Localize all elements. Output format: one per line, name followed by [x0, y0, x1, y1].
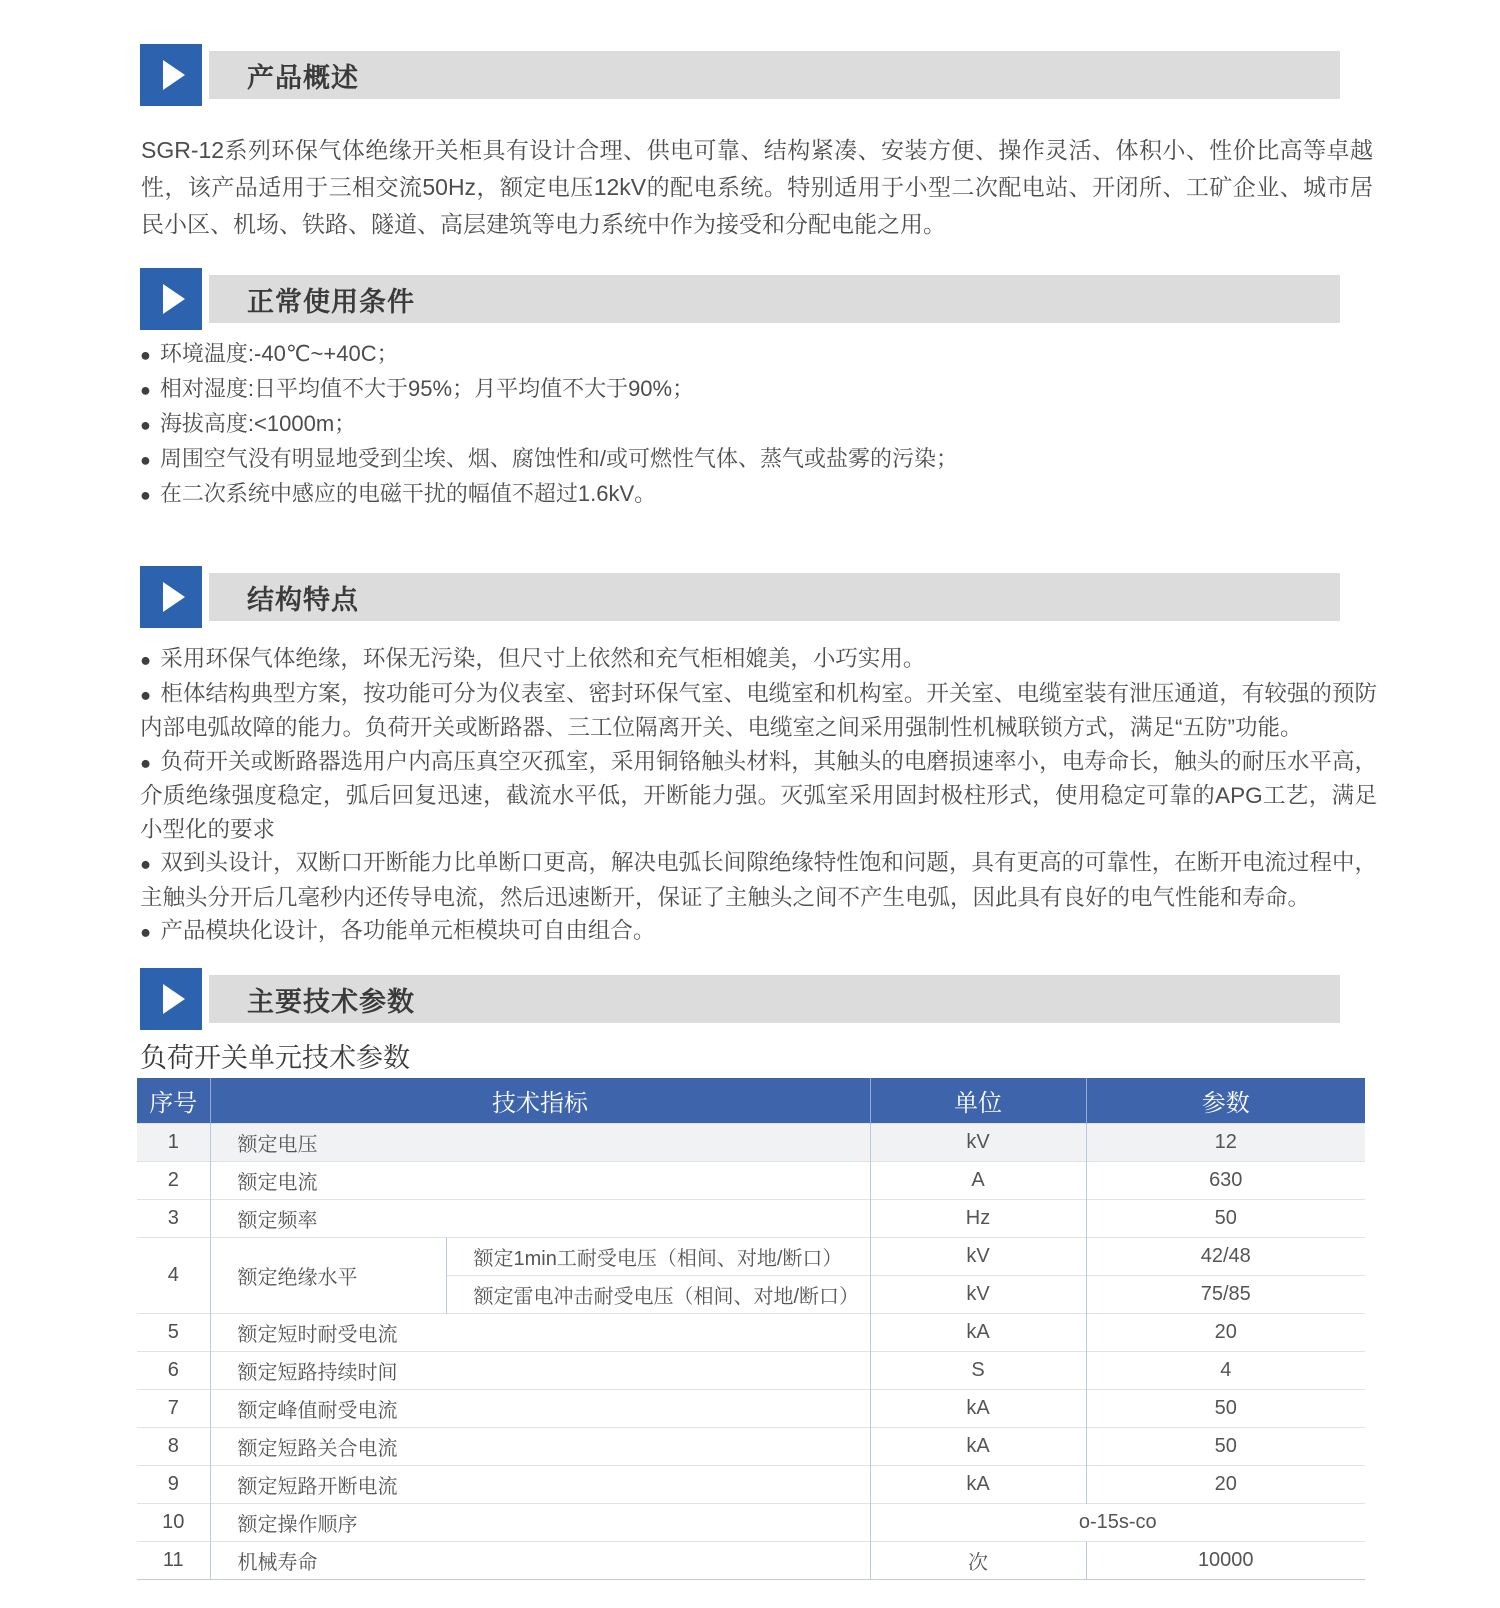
play-triangle-icon: [163, 582, 185, 612]
table-row: [137, 1314, 1365, 1352]
row-no: 3: [137, 1200, 210, 1238]
row-unit: kV: [870, 1276, 1086, 1314]
section-title-bar: [209, 51, 1340, 99]
row-indicator: 额定短时耐受电流: [210, 1314, 870, 1352]
row-no: 1: [137, 1124, 210, 1162]
row-unit: kA: [870, 1428, 1086, 1466]
row-value: 10000: [1086, 1542, 1365, 1580]
technical-parameters-table: [137, 1078, 1365, 1580]
table-row: [137, 1352, 1365, 1390]
row-unit: kV: [870, 1238, 1086, 1276]
row-no: 10: [137, 1504, 210, 1542]
row-value: 75/85: [1086, 1276, 1365, 1314]
table-row: [137, 1124, 1365, 1162]
row-indicator: 额定操作顺序: [210, 1504, 870, 1542]
row-unit: kA: [870, 1390, 1086, 1428]
row-indicator: 额定电流: [210, 1162, 870, 1200]
play-triangle-icon: [163, 984, 185, 1014]
row-value: 50: [1086, 1390, 1365, 1428]
list-item: ● 产品模块化设计，各功能单元柜模块可自由组合。: [140, 914, 1377, 949]
row-indicator: 额定短路关合电流: [210, 1428, 870, 1466]
row-unit: S: [870, 1352, 1086, 1390]
table-row: [137, 1504, 1365, 1542]
row-value: 50: [1086, 1200, 1365, 1238]
section-marker-box: [140, 268, 202, 330]
row-sub-indicator: 额定1min工耐受电压（相间、对地/断口）: [446, 1238, 870, 1276]
row-value: 50: [1086, 1428, 1365, 1466]
section-header-parameters: [140, 968, 1340, 1030]
column-header-indicator: 技术指标: [210, 1078, 870, 1124]
section-title: 结构特点: [247, 584, 359, 615]
section-title: 正常使用条件: [247, 286, 415, 317]
row-no: 8: [137, 1428, 210, 1466]
section-title: 主要技术参数: [247, 986, 415, 1017]
row-no: 2: [137, 1162, 210, 1200]
column-header-unit: 单位: [870, 1078, 1086, 1124]
row-unit: 次: [870, 1542, 1086, 1580]
features-list: [140, 642, 1377, 949]
row-indicator: 额定峰值耐受电流: [210, 1390, 870, 1428]
list-item: ● 周围空气没有明显地受到尘埃、烟、腐蚀性和/或可燃性气体、蒸气或盐雾的污染；: [140, 442, 958, 477]
column-header-value: 参数: [1086, 1078, 1365, 1124]
row-no: 9: [137, 1466, 210, 1504]
row-unit: Hz: [870, 1200, 1086, 1238]
row-indicator: 额定短路开断电流: [210, 1466, 870, 1504]
row-no: 5: [137, 1314, 210, 1352]
conditions-list: [140, 337, 958, 512]
row-no: 7: [137, 1390, 210, 1428]
overview-paragraph: SGR-12系列环保气体绝缘开关柜具有设计合理、供电可靠、结构紧凑、安装方便、操作灵活、体积小、性价比高等卓越性，该产品适用于三相交流50Hz，额定电压12kV的配电系统。特别适用于小型二次配电站、开闭所、工矿企业、城市居民小区、机场、铁路、隧道、高层建筑等电力系统中作为接受和分配电能之用。: [141, 137, 1373, 237]
row-unit: kA: [870, 1314, 1086, 1352]
table-row: [137, 1542, 1365, 1580]
row-indicator: 额定短路持续时间: [210, 1352, 870, 1390]
play-triangle-icon: [163, 60, 185, 90]
section-title-bar: [209, 275, 1340, 323]
row-value: 20: [1086, 1314, 1365, 1352]
section-title-bar: [209, 573, 1340, 621]
list-item: ● 海拔高度:<1000m；: [140, 407, 958, 442]
row-unit: kA: [870, 1466, 1086, 1504]
list-item: ● 柜体结构典型方案，按功能可分为仪表室、密封环保气室、电缆室和机构室。开关室、电缆室装有泄压通道，有较强的预防内部电弧故障的能力。负荷开关或断路器、三工位隔离开关、电缆室之间采用强制性机械联锁方式，满足“五防”功能。: [140, 677, 1377, 745]
play-triangle-icon: [163, 284, 185, 314]
row-indicator: 额定电压: [210, 1124, 870, 1162]
list-item: ● 相对湿度:日平均值不大于95%；月平均值不大于90%；: [140, 372, 958, 407]
table-header-row: [137, 1078, 1365, 1124]
row-indicator: 额定频率: [210, 1200, 870, 1238]
row-indicator: 机械寿命: [210, 1542, 870, 1580]
table-row: [137, 1162, 1365, 1200]
table-row: [137, 1466, 1365, 1504]
row-indicator-group: 额定绝缘水平: [210, 1238, 446, 1314]
section-header-features: [140, 566, 1340, 628]
list-item: ● 环境温度:-40℃~+40C；: [140, 337, 958, 372]
section-title: 产品概述: [247, 62, 359, 93]
list-item: ● 采用环保气体绝缘，环保无污染，但尺寸上依然和充气柜相媲美，小巧实用。: [140, 642, 1377, 677]
row-value: 42/48: [1086, 1238, 1365, 1276]
list-item: ● 在二次系统中感应的电磁干扰的幅值不超过1.6kV。: [140, 477, 958, 512]
section-marker-box: [140, 566, 202, 628]
table-row: [137, 1200, 1365, 1238]
row-unit: A: [870, 1162, 1086, 1200]
table-row: [137, 1238, 1365, 1276]
table-row: [137, 1428, 1365, 1466]
row-unit: kV: [870, 1124, 1086, 1162]
section-header-overview: [140, 44, 1340, 106]
row-no: 6: [137, 1352, 210, 1390]
row-sub-indicator: 额定雷电冲击耐受电压（相间、对地/断口）: [446, 1276, 870, 1314]
list-item: ● 双到头设计，双断口开断能力比单断口更高，解决电弧长间隙绝缘特性饱和问题，具有更高的可靠性，在断开电流过程中，主触头分开后几毫秒内还传导电流，然后迅速断开，保证了主触头之间不产生电弧，因此具有良好的电气性能和寿命。: [140, 846, 1377, 914]
section-title-bar: [209, 975, 1340, 1023]
row-merged-value: o-15s-co: [870, 1504, 1365, 1542]
section-header-conditions: [140, 268, 1340, 330]
section-marker-box: [140, 968, 202, 1030]
section-marker-box: [140, 44, 202, 106]
column-header-no: 序号: [137, 1078, 210, 1124]
row-value: 20: [1086, 1466, 1365, 1504]
row-no: 11: [137, 1542, 210, 1580]
row-value: 12: [1086, 1124, 1365, 1162]
row-no: 4: [137, 1238, 210, 1314]
list-item: ● 负荷开关或断路器选用户内高压真空灭孤室，采用铜铬触头材料，其触头的电磨损速率小，电寿命长，触头的耐压水平高，介质绝缘强度稳定，弧后回复迅速，截流水平低，开断能力强。灭弧室采用固封极柱形式，使用稳定可靠的APG工艺，满足小型化的要求: [140, 745, 1377, 847]
table-subtitle: 负荷开关单元技术参数: [140, 1043, 410, 1073]
row-value: 630: [1086, 1162, 1365, 1200]
table-row: [137, 1390, 1365, 1428]
row-value: 4: [1086, 1352, 1365, 1390]
